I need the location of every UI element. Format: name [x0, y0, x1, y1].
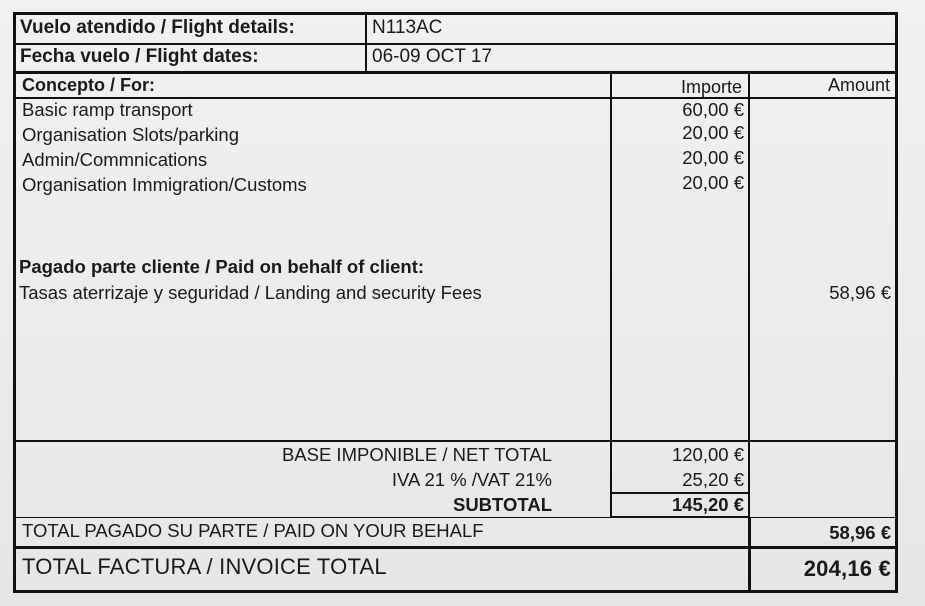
paid-on-behalf-label: TOTAL PAGADO SU PARTE / PAID ON YOUR BEHALF: [22, 520, 484, 541]
summary-top-divider: [13, 440, 898, 442]
concept-column-header: Concepto / For:: [22, 75, 155, 95]
importe-column-header: Importe: [680, 77, 742, 97]
importe-col-right-border: [748, 72, 750, 518]
net-total-label: BASE IMPONIBLE / NET TOTAL: [281, 444, 552, 465]
item-importe: 60,00 €: [682, 99, 744, 120]
invoice-total-row-top: [13, 546, 898, 549]
table-bottom-border: [13, 590, 898, 593]
header-col-divider: [365, 12, 367, 73]
flight-details-label: Vuelo atendido / Flight details:: [20, 17, 295, 38]
vat-value: 25,20 €: [682, 469, 744, 490]
invoice-total-value: 204,16 €: [803, 556, 891, 581]
item-label: Admin/Commnications: [22, 149, 208, 170]
table-left-border: [13, 71, 16, 593]
invoice-total-label: TOTAL FACTURA / INVOICE TOTAL: [22, 554, 387, 579]
item-label: Organisation Slots/parking: [22, 124, 239, 145]
item-importe: 20,00 €: [682, 172, 744, 193]
header-top-border: [13, 12, 898, 15]
table-top-border: [13, 71, 898, 74]
landing-fees-amount: 58,96 €: [829, 282, 891, 303]
subtotal-value: 145,20 €: [671, 494, 744, 515]
landing-fees-label: Tasas aterrizaje y seguridad / Landing and security Fees: [19, 282, 482, 303]
item-label: Basic ramp transport: [22, 99, 193, 120]
totals-col-divider: [748, 517, 751, 593]
paid-on-behalf-value: 58,96 €: [829, 522, 891, 543]
flight-dates-label: Fecha vuelo / Flight dates:: [20, 46, 259, 67]
item-label: Organisation Immigration/Customs: [22, 174, 307, 195]
flight-details-value: N113AC: [372, 17, 443, 38]
item-importe: 20,00 €: [682, 122, 744, 143]
client-paid-heading: Pagado parte cliente / Paid on behalf of client:: [19, 256, 425, 277]
table-right-border: [895, 71, 898, 593]
vat-label: IVA 21 % /VAT 21%: [391, 469, 552, 490]
flight-dates-value: 06-09 OCT 17: [372, 46, 493, 67]
item-importe: 20,00 €: [682, 147, 744, 168]
amount-column-header: Amount: [827, 75, 890, 95]
header-row-divider: [13, 43, 898, 45]
net-total-value: 120,00 €: [671, 444, 744, 465]
paid-row-top: [13, 517, 898, 518]
subtotal-label: SUBTOTAL: [452, 494, 552, 515]
